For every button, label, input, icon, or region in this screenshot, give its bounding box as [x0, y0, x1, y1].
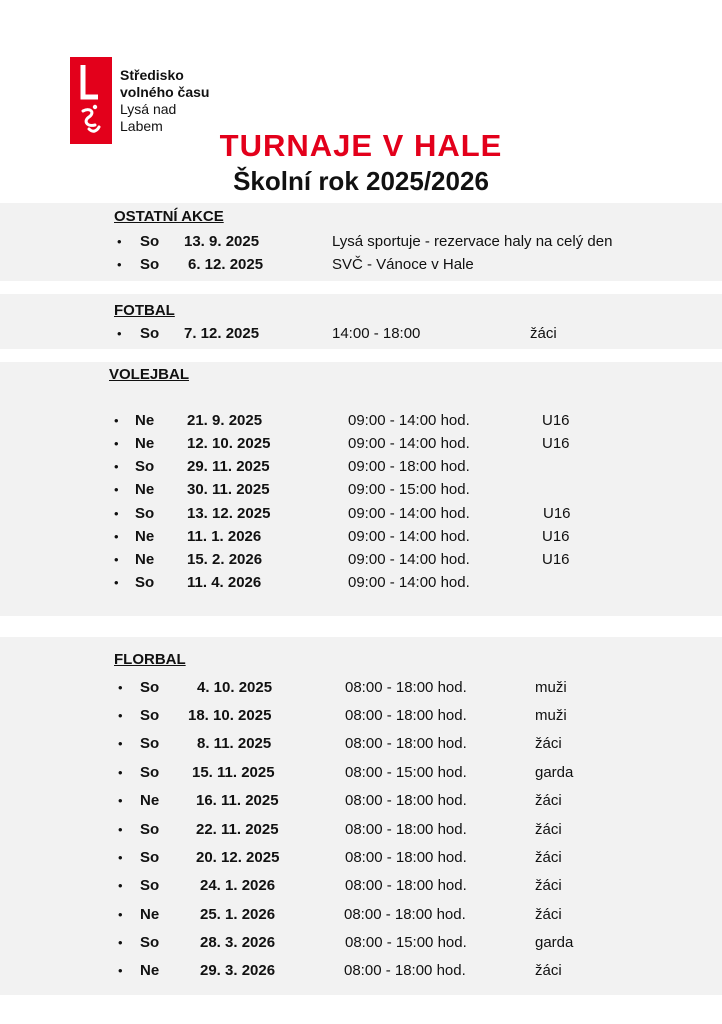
- bullet: •: [114, 459, 119, 474]
- day-label: So: [135, 458, 155, 475]
- page-subtitle: Školní rok 2025/2026: [233, 166, 489, 196]
- list-item: [0, 819, 722, 841]
- time-label: 09:00 - 14:00 hod.: [348, 435, 470, 452]
- category-label: žáci: [535, 877, 562, 894]
- logo-text: [120, 67, 209, 135]
- day-label: So: [140, 735, 160, 752]
- category-label: U16: [542, 412, 570, 429]
- category-label: žáci: [535, 962, 562, 979]
- day-label: So: [140, 821, 160, 838]
- day-label: Ne: [140, 962, 160, 979]
- list-item: [0, 904, 722, 926]
- day-label: Ne: [135, 528, 155, 545]
- day-label: Ne: [135, 481, 155, 498]
- section-title-florbal: FLORBAL: [114, 651, 186, 668]
- day-label: So: [140, 256, 160, 273]
- bullet: •: [118, 793, 123, 808]
- time-label: 09:00 - 14:00 hod.: [348, 551, 470, 568]
- list-item: [0, 875, 722, 897]
- bullet: •: [114, 436, 119, 451]
- date-label: 15. 11. 2025: [192, 764, 275, 781]
- bullet: •: [118, 935, 123, 950]
- list-item: [0, 503, 722, 525]
- time-label: 08:00 - 15:00 hod.: [345, 764, 467, 781]
- day-label: So: [140, 707, 160, 724]
- time-label: 08:00 - 18:00 hod.: [345, 849, 467, 866]
- day-label: Ne: [135, 412, 155, 429]
- date-label: 11. 4. 2026: [187, 574, 262, 591]
- logo-line-1: Středisko: [120, 67, 184, 83]
- date-label: 24. 1. 2026: [200, 877, 276, 894]
- time-label: 08:00 - 18:00 hod.: [344, 906, 466, 923]
- list-item: [0, 733, 722, 755]
- time-label: 08:00 - 18:00 hod.: [344, 962, 466, 979]
- time-label: 08:00 - 15:00 hod.: [345, 934, 467, 951]
- section-title-fotbal: FOTBAL: [114, 302, 175, 319]
- list-item: [0, 790, 722, 812]
- date-label: 25. 1. 2026: [200, 906, 276, 923]
- list-item: [0, 932, 722, 954]
- date-label: 7. 12. 2025: [184, 325, 260, 342]
- day-label: So: [140, 233, 160, 250]
- day-label: So: [140, 764, 160, 781]
- date-label: 4. 10. 2025: [197, 679, 273, 696]
- day-label: Ne: [135, 551, 155, 568]
- list-item: [0, 847, 722, 869]
- date-label: 8. 11. 2025: [197, 735, 272, 752]
- logo-line-2: volného času: [120, 84, 210, 100]
- category-label: U16: [543, 505, 571, 522]
- category-label: žáci: [530, 325, 557, 342]
- list-item: [0, 526, 722, 548]
- time-label: 08:00 - 18:00 hod.: [345, 821, 467, 838]
- date-label: 13. 12. 2025: [187, 505, 271, 522]
- bullet: •: [114, 482, 119, 497]
- bullet: •: [118, 822, 123, 837]
- list-item: [0, 456, 722, 478]
- bullet: •: [114, 413, 119, 428]
- category-label: žáci: [535, 735, 562, 752]
- time-label: 08:00 - 18:00 hod.: [345, 735, 467, 752]
- list-item: [0, 231, 722, 253]
- time-label: 09:00 - 14:00 hod.: [348, 412, 470, 429]
- bullet: •: [118, 850, 123, 865]
- page-title: TURNAJE V HALE: [219, 128, 503, 163]
- date-label: 18. 10. 2025: [188, 707, 272, 724]
- logo-line-4: Labem: [120, 118, 163, 134]
- date-label: 29. 11. 2025: [187, 458, 270, 475]
- bullet: •: [117, 326, 122, 341]
- day-label: Ne: [135, 435, 155, 452]
- bullet: •: [118, 765, 123, 780]
- category-label: U16: [542, 551, 570, 568]
- date-label: 16. 11. 2025: [196, 792, 279, 809]
- bullet: •: [114, 552, 119, 567]
- bullet: •: [118, 708, 123, 723]
- bullet: •: [114, 575, 119, 590]
- date-label: 21. 9. 2025: [187, 412, 263, 429]
- time-label: 08:00 - 18:00 hod.: [345, 877, 467, 894]
- date-label: 12. 10. 2025: [187, 435, 271, 452]
- category-label: U16: [542, 528, 570, 545]
- bullet: •: [118, 963, 123, 978]
- bullet: •: [114, 506, 119, 521]
- category-label: žáci: [535, 821, 562, 838]
- list-item: [0, 549, 722, 571]
- category-label: garda: [535, 764, 574, 781]
- bullet: •: [117, 234, 122, 249]
- bullet: •: [118, 907, 123, 922]
- time-label: 09:00 - 14:00 hod.: [348, 574, 470, 591]
- day-label: So: [135, 574, 155, 591]
- day-label: So: [140, 934, 160, 951]
- day-label: So: [135, 505, 155, 522]
- date-label: 28. 3. 2026: [200, 934, 276, 951]
- day-label: Ne: [140, 906, 160, 923]
- bullet: •: [118, 680, 123, 695]
- day-label: So: [140, 325, 160, 342]
- time-label: 08:00 - 18:00 hod.: [345, 707, 467, 724]
- time-label: 09:00 - 15:00 hod.: [348, 481, 470, 498]
- section-title-ostatni: OSTATNÍ AKCE: [114, 208, 224, 225]
- time-label: 08:00 - 18:00 hod.: [345, 679, 467, 696]
- bullet: •: [118, 878, 123, 893]
- category-label: muži: [535, 679, 567, 696]
- list-item: [0, 960, 722, 982]
- list-item: [0, 762, 722, 784]
- event-description: Lysá sportuje - rezervace haly na celý den: [332, 233, 613, 250]
- logo-mark-icon: [79, 63, 101, 101]
- category-label: žáci: [535, 906, 562, 923]
- bullet: •: [117, 257, 122, 272]
- time-label: 08:00 - 18:00 hod.: [345, 792, 467, 809]
- list-item: [0, 254, 722, 276]
- list-item: [0, 323, 722, 345]
- list-item: [0, 705, 722, 727]
- date-label: 15. 2. 2026: [187, 551, 263, 568]
- section-title-volejbal: VOLEJBAL: [109, 366, 190, 383]
- date-label: 22. 11. 2025: [196, 821, 279, 838]
- day-label: So: [140, 877, 160, 894]
- time-label: 09:00 - 18:00 hod.: [348, 458, 470, 475]
- category-label: garda: [535, 934, 574, 951]
- list-item: [0, 410, 722, 432]
- list-item: [0, 433, 722, 455]
- category-label: žáci: [535, 792, 562, 809]
- time-label: 09:00 - 14:00 hod.: [348, 528, 470, 545]
- day-label: So: [140, 679, 160, 696]
- day-label: Ne: [140, 792, 160, 809]
- date-label: 30. 11. 2025: [187, 481, 270, 498]
- date-label: 11. 1. 2026: [187, 528, 262, 545]
- bullet: •: [114, 529, 119, 544]
- event-description: SVČ - Vánoce v Hale: [332, 256, 474, 273]
- date-label: 20. 12. 2025: [196, 849, 280, 866]
- list-item: [0, 479, 722, 501]
- list-item: [0, 677, 722, 699]
- date-label: 29. 3. 2026: [200, 962, 276, 979]
- time-label: 09:00 - 14:00 hod.: [348, 505, 470, 522]
- logo-line-3: Lysá nad: [120, 101, 177, 117]
- day-label: So: [140, 849, 160, 866]
- category-label: muži: [535, 707, 567, 724]
- category-label: žáci: [535, 849, 562, 866]
- category-label: U16: [542, 435, 570, 452]
- date-label: 13. 9. 2025: [184, 233, 260, 250]
- bullet: •: [118, 736, 123, 751]
- list-item: [0, 572, 722, 594]
- time-label: 14:00 - 18:00: [332, 325, 421, 342]
- date-label: 6. 12. 2025: [188, 256, 264, 273]
